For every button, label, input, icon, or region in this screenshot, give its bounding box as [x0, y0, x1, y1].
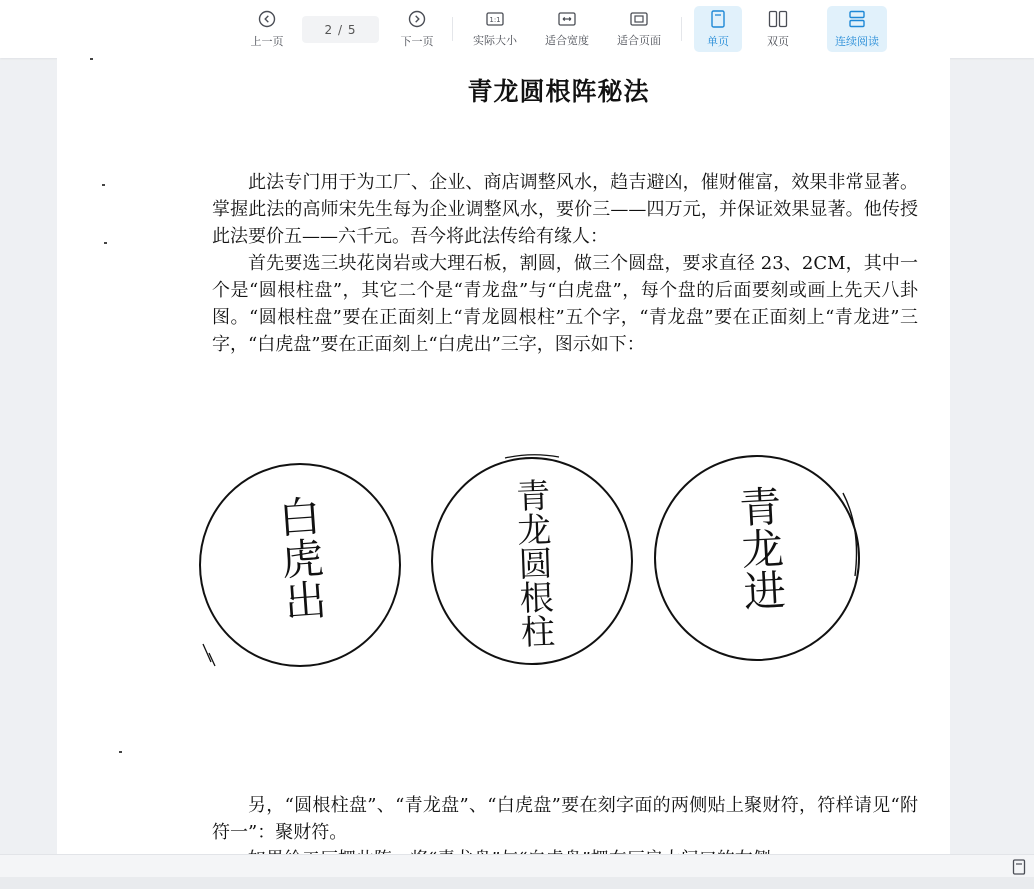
scan-speck [119, 751, 122, 753]
disc-text-baihu: 白虎出 [271, 493, 329, 623]
svg-text:1:1: 1:1 [489, 15, 501, 24]
paragraph: 首先要选三块花岗岩或大理石板，割圆，做三个圆盘，要求直径 23、2CM，其中一个是“圆根柱盘”，其它二个是“青龙盘”与“白虎盘”，每个盘的后面要刻或画上先天八卦图。“圆根柱盘”要在正面刻上“青龙圆根柱”五个字，“青龙盘”要在正面刻上“青龙进”三字，“白虎盘”要在正面刻上“白虎出”三字，图示如下： [212, 253, 918, 355]
next-page-label: 下一页 [400, 34, 434, 48]
fit-width-label: 适合宽度 [545, 33, 589, 47]
actual-size-button[interactable] [467, 6, 523, 52]
double-page-icon [768, 10, 788, 28]
single-page-label: 单页 [707, 34, 729, 48]
chevron-left-circle-icon [258, 10, 276, 28]
continuous-reading-button[interactable] [827, 6, 887, 52]
fit-page-button[interactable] [611, 6, 667, 52]
next-page-button[interactable] [394, 6, 440, 52]
scan-speck [90, 58, 93, 60]
actual-size-icon [486, 11, 504, 27]
paragraph: 另，“圆根柱盘”、“青龙盘”、“白虎盘”要在刻字面的两侧贴上聚财符，符样请见“附符一”：聚财符。 [212, 795, 918, 843]
double-page-button[interactable] [755, 6, 801, 52]
document-title: 青龙圆根阵秘法 [467, 77, 650, 106]
fit-page-icon [630, 11, 648, 27]
single-page-button[interactable] [694, 6, 742, 52]
document-body-top [212, 169, 918, 358]
bottom-strip [0, 877, 1034, 889]
page-view-icon[interactable] [1012, 859, 1026, 875]
prev-page-button[interactable] [244, 6, 290, 52]
paragraph: 此法专门用于为工厂、企业、商店调整风水，趋吉避凶，催财催富，效果非常显著。掌握此法的高师宋先生每为企业调整风水，要价三——四万元，并保证效果显著。他传授此法要价五——六千元。吾今将此法传给有缘人： [212, 172, 918, 247]
fit-page-label: 适合页面 [617, 33, 661, 47]
scan-speck [102, 184, 105, 186]
fit-width-button[interactable] [539, 6, 595, 52]
continuous-reading-icon [848, 10, 866, 28]
disc-text-qinglongjin: 青龙进 [732, 483, 788, 613]
document-page [57, 58, 950, 854]
viewer-toolbar [0, 0, 1034, 58]
page-number-input[interactable]: 2 / 5 [302, 16, 379, 43]
chevron-right-circle-icon [408, 10, 426, 28]
toolbar-divider [452, 17, 453, 41]
toolbar-divider [681, 17, 682, 41]
double-page-label: 双页 [767, 34, 789, 48]
disc-text-yuangenzhu: 青龙圆根柱 [509, 477, 555, 649]
actual-size-label: 实际大小 [473, 33, 517, 47]
scan-speck [104, 242, 107, 244]
prev-page-label: 上一页 [250, 34, 284, 48]
fit-width-icon [558, 11, 576, 27]
single-page-icon [710, 10, 726, 28]
disc-illustration [187, 448, 877, 688]
continuous-reading-label: 连续阅读 [835, 34, 879, 48]
status-bar [0, 854, 1034, 878]
